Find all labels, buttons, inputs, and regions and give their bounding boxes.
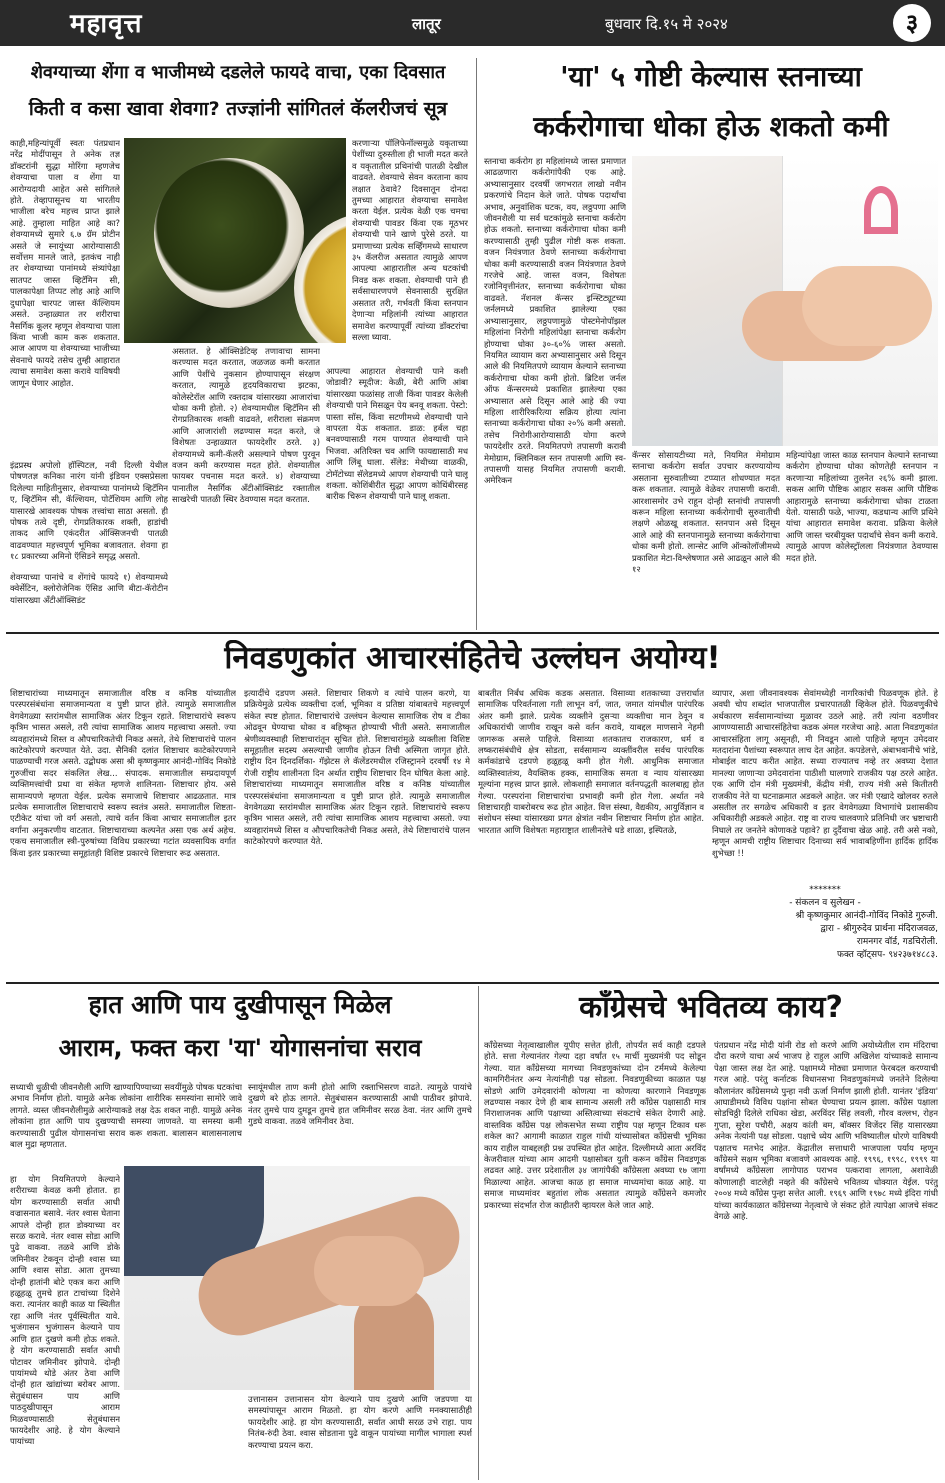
credit-stars: *******: [809, 885, 841, 895]
yoga-col2: उत्तानासन उत्तानासन योग केल्याने पाय दुखणे आणि जडपणा या समस्यांपासून आराम मिळतो. हा योग करणे आणि मनक्यासाठीही फायदेशीर आहे. हा योग करण्यासाठी, सर्वात आधी सरळ उभे राहा. पाय नितंब-रुंदी ठेवा. श्वास सोडताना पुढे वाकून पायांच्या मागील भागाला स्पर्श करण्याचा प्रयत्न करा.: [248, 1394, 472, 1450]
moringa-leaves-plate-icon: [154, 158, 304, 308]
congress-col2: पंतप्रधान नरेंद्र मोदी यांनी रोड शो करणे आणि अयोध्येतील राम मंदिराचा दौरा करणे याचा अर्थ भाजप हे राहुल आणि अखिलेश यांच्याकडे सामान्य पेक्षा जास्त लक्ष देत आहे. पक्षामध्ये मोठ्या प्रमाणात फेरबदल करण्याची गरज आहे. परंतु कर्नाटक विधानसभा निवडणुकांमध्ये जनतेने दिलेल्या कौलानंतर कॉंग्रेसमध्ये पुन्हा नवी ऊर्जा निर्माण झाली होती. यानंतर 'इंडिया' आघाडीमध्ये विविध पक्षांना सोबत घेण्याचा प्रयत्न झाला. कॉंग्रेस पक्षाला सोडचिठ्ठी दिलेले राधिका खेडा, अरविंदर सिंह लवली, गौरव वल्लभ, रोहन गुप्ता, सुरेश पचौरी, अक्षय कांती बम, बॉक्सर विजेंदर सिंह यासारख्या अनेक नेत्यांनी पक्ष सोडला. पक्षाचे ध्येय आणि भविष्यातील धोरणे याविषयी पक्षातच मतभेद आहेत. केंद्रातील सत्ताधारी भाजपाला पर्याय म्हणून कॉंग्रेसने सक्षम भूमिका बजावणे आवश्यक आहे. १९९६, १९९८, १९९९ या वर्षांमध्ये कॉंग्रेसला लागोपाठ पराभव पत्करावा लागला, अशावेळी कोणालाही वाटलेही नव्हते की कॉंग्रेसचे भवितव्य धोक्यात येईल. परंतु २००४ मध्ये कॉंग्रेस पुन्हा सत्तेत आली. १९६९ आणि १९७८ मध्ये इंदिरा गांधी यांच्या कार्यकाळात कॉंग्रेसच्या नेतृत्वाचे जे संकट होते त्यापेक्षा आजचे संकट वेगळे आहे.: [714, 1040, 938, 1222]
election-headline: निवडणुकांत आचारसंहितेचे उल्लंघन अयोग्य!: [224, 640, 721, 676]
election-col4: व्यापार, अशा जीवनावश्यक सेवांमध्येही नागरिकांची पिळवणूक होते. हे अवघी चोप शब्दांत भाजपातील प्रचारपातळी व्हिकेल होते. पिळवणुकीचे अर्थकारण सर्वसामान्यांच्या मुळावर उठले आहे. तरी त्यांना वठणीवर आणण्यासाठी आचारसंहितेचा कडक अंमल गरजेचा आहे. आता निवडणुकांत आचारसंहिता लागू असूनही, मी निवडून आलो पाहिजे म्हणून उमेदवार मतदारांना पैशांच्या स्वरूपात लाच देत आहेत. कपडेलत्ते, अंबाभवानीचे भांडे, मोबाईल वाटप करीत आहेत. सध्या राज्यातच नव्हे तर अवघ्या देशात मानल्या जाणाऱ्या उमेदवारांना पाठीशी घालणारे राजकीय पक्ष ठरले आहेत. एक आणि दोन मंत्री मुख्यमंत्री, केंद्रीय मंत्री, राज्य मंत्री असे कितीतरी राजकीय नेते या घटनाक्रमात अडकले आहेत. जर मंत्री एखादे खोलवर रुतले असतील तर सगळेच अधिकारी व इतर वेगवेगळ्या विभागांचे प्रशासकीय अधिकारीही अडकले आहेत. राष्ट्र वा राज्य चालवणारे प्रतिनिधी जर भ्रष्टाचारी निघाले तर जनतेने कोणाकडे पहावे? हा दुर्दैवाचा खेळ आहे. तरी असे नको, म्हणून आमची राष्ट्रीय शिष्टाचार दिनाच्या सर्व भावाबहिणींना हार्दिक हार्दिक शुभेच्छा !!: [712, 688, 938, 858]
election-credit: [712, 884, 938, 962]
brand-title: महावृत्त: [70, 9, 143, 39]
cancer-headline-line2: कर्करोगाचा धोका होऊ शकतो कमी: [533, 110, 889, 143]
yoga-photo: [124, 1166, 470, 1390]
credit-phone: फक्त व्हॉट्सप- ९४२३७१४८८३.: [837, 950, 938, 960]
cancer-photo: [632, 156, 938, 446]
pink-ribbon-icon: [864, 186, 898, 234]
moringa-headline-line2: किती व कसा खावा शेवगा? तज्ज्ञांनी सांगितलं कॅलरीजचं सूत्र: [28, 98, 448, 120]
election-col1: शिष्टाचारांच्या माध्यमातून समाजातील वरिष्ठ व कनिष्ठ यांच्यातील परस्परसंबंधांना समाजमान्यता व पुष्टी प्राप्त होते. त्यामुळे समाजातील वेगवेगळ्या स्तरांमधील सामाजिक अंतर टिकून रहाते. शिष्टाचारांचे स्वरूप कृत्रिम भासत असले, तरी त्यांचा सामाजिक आशय महत्त्वाचा असतो. ज्या व्यवहारांमध्ये शिस्त व औपचारिकतेची निकड असते, तेथे शिष्टाचारांचे पालन काटेकोरपणे करण्यात येते. उदा. सैनिकी दलांत शिष्टाचार काटेकोरपणाने पाळण्याची गरज असते. उद्बोधक असा श्री कृष्णकुमार आनंदी-गोविंद निकोडे गुरुजींचा सदर संकलित लेख... संपादक. समाजातील सम्प्रदायपूर्ण व्यक्तिमत्त्वांची प्रथा वा संकेत म्हणजे शालिनता- शिष्टाचार होय. असे सामान्यपणे म्हणता येईल. प्रत्येक समाजाचे शिष्टाचार आढळतात. मात्र प्रत्येक समाजातील शिष्टाचाराचे स्वरूप स्वतंत्र असते. समाजातील शिष्टता-एटीकेट यांचा जो वर्ग असतो, त्याचे वर्तन किंवा आचार समाजातील इतर वर्गांना अनुकरणीय वाटतात. शिष्टाचाराच्या कल्पनेत असा एक अर्थ अहेच. एकच समाजातील स्त्री-पुरुषांच्या विविध प्रकारच्या गटांत व्यवसायिक वर्गात किंवा इतर प्रकारच्या समूहांतही विशिष्ट प्रकारचे शिष्टाचार रूढ असतात.: [10, 688, 236, 858]
cancer-col1: स्तनाचा कर्करोग हा महिलांमध्ये जास्त प्रमाणात आढळणारा कर्करोगांपैकी एक आहे. अभ्यासानुसार दरवर्षी जगभरात लाखो नवीन प्रकरणांचे निदान केले जाते. पोषक पदार्थांचा अभाव, अनुवांशिक घटक, वय, लठ्ठपणा आणि जीवनशैली या सर्व घटकांमुळे स्तनाचा कर्करोग होऊ शकतो. स्तनाच्या कर्करोगाचा धोका कमी करण्यासाठी तुम्ही पुढील गोष्टी करू शकता. वजन नियंत्रणात ठेवणे स्तनाच्या कर्करोगाचा धोका कमी करण्यासाठी वजन नियंत्रणात ठेवणे गरजेचे आहे. जास्त वजन, विशेषतः रजोनिवृत्तीनंतर, स्तनाच्या कर्करोगाचा धोका वाढवते. नॅशनल कॅन्सर इन्स्टिट्यूटच्या जर्नलमध्ये प्रकाशित झालेल्या एका अभ्यासानुसार, लठ्ठपणामुळे पोस्टमेनोपॉझल महिलांना निरोगी महिलांपेक्षा स्तनाचा कर्करोग होण्याचा धोका ३०-६०% जास्त असतो. नियमित व्यायाम करा अभ्यासानुसार असे दिसून आले की नियमितपणे व्यायाम केल्याने स्तनाच्या कर्करोगाचा धोका कमी होतो. ब्रिटिश जर्नल ऑफ कॅन्सरमध्ये प्रकाशित झालेल्या एका अभ्यासात असे दिसून आले आहे की ज्या महिला शारीरिकरित्या सक्रिय होत्या त्यांना स्तनाच्या कर्करोगाचा धोका २०% कमी असतो. तसेच निरोगीआरोग्यासाठी योगा करणे फायदेशीर ठरते. नियमितपणे तपासणी करावी मेमोग्राम, क्लिनिकल स्तन तपासणी आणि स्व-तपासणी यासह नियमित तपासणी करावी. अमेरिकन: [484, 156, 626, 486]
yoga-intro: सध्याची धुळीची जीवनशैली आणि खाण्यापिण्याच्या सवयींमुळे पोषक घटकांचा अभाव निर्माण होतो. यामुळे अनेक लोकांना शारीरिक समस्यांना सामोरे जावे लागते. व्यस्त जीवनशैलीमुळे आरोग्याकडे लक्ष देऊ शकत नाही. यामुळे अनेक लोकांना हात आणि पाय दुखण्याची समस्या जाणवते. या समस्या कमी करण्यासाठी पुढील योगासनांचा सराव करू शकता. बालासन बालासनालाच बाल मुद्रा म्हणतात.: [10, 1082, 242, 1150]
doctor-hand-icon: [802, 266, 932, 346]
page-number: ३: [893, 4, 931, 42]
cancer-headline-line1: 'या' ५ गोष्टी केल्यास स्तनाच्या: [560, 60, 862, 93]
cancer-col3: महिन्यांपेक्षा जास्त काळ स्तनपान केल्याने स्तनाच्या कर्करोग होण्याचा धोका कोणतेही स्तनपान न करणाऱ्या महिलांच्या तुलनेत २६% कमी झाला. सकस आणि पौष्टिक आहार सकस आणि पौष्टिक आहारामुळे स्तनाच्या कर्करोगाचा धोका टाळता येतो. यासाठी फळे, भाज्या, कडधान्य आणि प्रथिने यांचा आहारात समावेश करावा. प्रक्रिया केलेले आणि जास्त चरबीयुक्त पदार्थांचे सेवन कमी करावे. त्यामुळे आपण कोलेस्ट्रॉलला नियंत्रणात ठेवण्यास मदत होते.: [786, 450, 938, 563]
hand-on-knee-icon: [314, 1236, 424, 1306]
election-col2: इत्यादींचे दडपण असते. शिष्टाचार शिकणे व त्यांचे पालन करणे, या प्रक्रियेमुळे प्रत्येक व्यक्तीचा दर्जा, भूमिका व प्रतिष्ठा यांबाबतचे महत्त्वपूर्ण संकेत स्पष्ट होतात. शिष्टाचारांचे उल्लंघन केल्यास सामाजिक रोष व टीका ओढवून घेण्याचा धोका व बहिष्कृत होण्याची भीती असते. समाजातील श्रेणीव्यवस्थाही शिष्टाचारांतून सूचित होते. शिष्टाचारांमुळे व्यक्तीला विशिष्ट समूहातील सदस्य असल्याची जाणीव होऊन तिची अस्मिता जागृत होते. राष्ट्रीय दिन दिनदर्शिका- गॅझेटस ले कॅलेंडरमधील रजिस्ट्रानने दरवर्षी १४ मे रोजी राष्ट्रीय शालीनता दिन अर्थात राष्ट्रीय शिष्टाचार दिन घोषित केला आहे. शिष्टाचारांच्या माध्यमातून समाजातील वरिष्ठ व कनिष्ठ यांच्यातील परस्परसंबंधांना समाजमान्यता व पुष्टी प्राप्त होते. त्यामुळे समाजातील वेगवेगळ्या स्तरांमधील सामाजिक अंतर टिकून रहाते. शिष्टाचारांचे स्वरूप कृत्रिम भासत असले, तरी त्यांचा सामाजिक आशय महत्त्वाचा असतो. ज्या व्यवहारांमध्ये शिस्त व औपचारिकतेची निकड असते, तेथे शिष्टाचारांचे पालन काटेकोरपणे करण्यात येते.: [244, 688, 470, 847]
moringa-col1-bottom: शेवग्याच्या पानांचे व शेंगांचे फायदे १) शेवग्यामध्ये क्वेर्सेटिन, क्लोरोजेनिक ऍसिड आणि बीटा-कॅरोटीन यांसारख्या अँटीऑक्सिडंट: [10, 572, 168, 605]
issue-date: बुधवार दि.१५ मे २०२४: [605, 15, 728, 33]
yoga-headline-line1: हात आणि पाय दुखीपासून मिळेल: [88, 990, 392, 1019]
section-divider: [6, 982, 939, 984]
credit-address-2: रामनगर वॉर्ड, गडचिरोली.: [856, 937, 938, 947]
section-divider: [6, 632, 939, 634]
credit-name: श्री कृष्णकुमार आनंदी-गोविंद निकोडे गुरुजी.: [795, 911, 938, 921]
moringa-col2: असतात. हे ऑक्सिडेटिव्ह तणावाचा सामना करण्यास मदत करतात, जळजळ कमी करतात आणि पेशींचे नुकसान होण्यापासून संरक्षण करतात, त्यामुळे हृदयविकाराचा झटका, कोलेस्टेरॉल आणि रक्तदाब यांसारख्या आजारांचा धोका कमी होतो. २) शेवग्यामधील व्हिटॅमिन सी रोगप्रतिकारक शक्ती वाढवते, शरीराला संक्रमण आणि आजारांशी लढण्यास मदत करते, जे विशेषतः उन्हाळ्यात फायदेशीर ठरते. ३) शेवग्यामध्ये कमी-कॅलरी असल्याने पोषण पुरवून वजन कमी करण्यास मदत होते. शेवग्यातील फायबर पचनास मदत करते. ४) शेवग्याच्या पानातील नैसर्गिक अँटीऑक्सिडंट रक्तातील साखरेची पातळी स्थिर ठेवण्यास मदत करतात.: [172, 346, 320, 505]
election-col3: बाबतीत निर्बंध अधिक कडक असतात. विसाव्या शतकाच्या उत्तरार्धात सामाजिक परिवर्तनाला गती लाभून वर्ग, जात, जमात यांमधील पारंपरिक अंतर कमी झाले. प्रत्येक व्यक्तीने दुसऱ्या व्यक्तीचा मान ठेवून व अधिकारांची जाणीव राखून कसे वर्तन करावे, याबद्दल माणसाने नेहमी जागरूक असले पाहिजे. विसाव्या शतकातच राजकारण, धर्म व लष्करासंबंधीचे क्षेत्र सोडता, सर्वसामान्य व्यक्तींवरील सर्वच पारंपरिक कर्मकांडाचे दडपणे हळूहळू कमी होत गेली. आधुनिक समाजात व्यक्तिस्वातंत्र्य, वैयक्तिक हक्क, सामाजिक समता व न्याय यांसारख्या मूल्यांना महत्त्व प्राप्त झाले. लोकशाही समाजात वर्तनपद्धती कालबाह्य होत गेल्या. परस्परांना शिष्टाचारांचा प्रभावही कमी होत गेला. अर्थात नवे शिष्टाचारही याबरोबरच रूढ होत आहेत. वित्त संस्था, वैद्यकीय, आयुर्विज्ञान व संशोधन संस्था यांसारख्या प्रगत क्षेत्रांत नवीन शिष्टाचार निर्माण होत आहेत. भारतात आणि विशेषतः महाराष्ट्रात शालीनतेचे धडे शाळा, इस्पितळे,: [478, 688, 704, 835]
masthead: [0, 0, 945, 46]
yoga-intro-b: स्नायूंमधील ताण कमी होतो आणि रक्ताभिसरण वाढते. त्यामुळे पायांचे दुखणे बरे होऊ लागते. सेतुबंधासन करण्यासाठी आधी पाठीवर झोपावे. नंतर तुमचे पाय दुमडून तुमचे हात जमिनीवर सरळ ठेवा. नंतर आणि तुमचे गुडघे वाकवा. तळवे जमिनीवर ठेवा.: [248, 1082, 472, 1127]
cancer-col2: कॅन्सर सोसायटीच्या मते, नियमित मेमोग्राम स्तनाचा कर्करोग सर्वात उपचार करण्यायोग्य असताना सुरुवातीच्या टप्प्यात शोधण्यात मदत करू शकतात. त्यामुळे वेळेवर तपासणी करावी. आरशासमोर उभे राहून दोन्ही स्तनांची तपासणी करून महिला स्तनाच्या कर्करोगाची सुरुवातीची लक्षणे ओळखू शकतात. स्तनपान असे दिसून आले आहे की स्तनपानामुळे स्तनाच्या कर्करोगाचा धोका कमी होतो. लान्सेट आणि ऑन्कोलॉजीमध्ये प्रकाशित मेटा-विश्लेषणात असे आढळून आले की १२: [632, 450, 780, 575]
moringa-col4: आपल्या आहारात शेवग्याची पाने कशी जोडावी? स्मूदीज: केळी, बेरी आणि आंबा यांसारख्या फळांसह ताजी किंवा पावडर केलेली शेवग्याची पाने मिसळून पेय बनवू शकता. पेस्टो: पास्ता सॉस, किंवा सटणीमध्ये शेवग्याची पाने वापरता येऊ शकतात. डाळ: हर्बल चहा बनवण्यासाठी गरम पाण्यात शेवग्याची पाने भिजवा. अतिरिक्त चव आणि फायद्यासाठी मध आणि लिंबू घाला. सॅलेड: मेथीच्या वाळकी, टोमॅटोच्या सॅलेडमध्ये आपण शेवग्याची पाने घालू शकता. कोशिंबीरीत सुद्धा आपण कोथिंबीरसह बारीक चिरून शेवग्याची पाने घालू शकता.: [326, 366, 468, 502]
credit-label: - संकलन व सुलेखन -: [789, 898, 861, 908]
yoga-headline-line2: आराम, फक्त करा 'या' योगासनांचा सराव: [58, 1034, 422, 1062]
city-name: लातूर: [412, 15, 441, 33]
moringa-col3: करणाऱ्या पॉलिफेनॉल्समुळे यकृताच्या पेशींच्या दुरुस्तीला ही भाजी मदत करते व यकृतातील प्रथिनांची पातळी देखील वाढवते. शेवग्याचे सेवन करताना काय लक्षात ठेवावे? दिवसातून दोनदा तुमच्या आहारात शेवग्याचा समावेश करता येईल. प्रत्येक वेळी एक चमचा शेवग्याची पावडर किंवा एक मूठभर शेवग्याची पाने खाणे पुरेसे ठरते. या प्रमाणाच्या प्रत्येक सर्व्हिंगमध्ये साधारण ३५ कॅलरीज असतात त्यामुळे आपण आपल्या आहारातील अन्य घटकांची निवड करू शकता. शेवग्याची पाने ही सर्वसाधारणपणे सेवनासाठी सुरक्षित असतात तरी, गर्भवती किंवा स्तनपान देणाऱ्या महिलांनी त्यांच्या आहारात समावेश करण्यापूर्वी त्यांच्या डॉक्टरांचा सल्ला घ्यावा.: [352, 138, 468, 342]
congress-col1: कॉंग्रेसच्या नेतृत्वाखालील यूपीए सत्तेत होती, तोपर्यंत सर्व काही दडपले होते. सत्ता गेल्यानंतर गेल्या दहा वर्षांत १५ मार्ची मुख्यमंत्री पद सोडून गेल्या. यात कॉंग्रेसच्या मागच्या निवडणुकांच्या दोन टर्ममध्ये केलेल्या कामगिरीनंतर अन्य नेत्यांनीही पक्ष सोडला. निवडणुकीच्या काळात पक्ष सोडणे आणि उमेदवारांनी कोणत्या ना कोणत्या कारणाने निवडणूक लढण्यास नकार देणे ही बाब सामान्य असली तरी कॉंग्रेस पक्षासाठी मात्र निराशाजनक आणि पक्षाच्या अस्तित्वाच्या संकटाचे संकेत देणारी आहे. वास्तविक कॉंग्रेस पक्ष लोकसभेत सध्या राष्ट्रीय पक्ष म्हणून टिकाव धरू शकेल का? आगामी काळात राहुल गांधी यांच्यासोबत कॉंग्रेसची भूमिका काय राहील याबद्दलही प्रश्न उपस्थित होत आहेत. दिल्लीमध्ये आता अरविंद केजरीवाल यांच्या आम आदमी पक्षासोबत युती करून कॉंग्रेस निवडणूक लढवत आहे. उत्तर प्रदेशातील ३४ जागांपैकी कॉंग्रेसला अवघ्या १७ जागा मिळाल्या आहेत. आजचा काळ हा समाज माध्यमांचा काळ आहे. या समाज माध्यमांवर बहुतांश लोक असतात त्यामुळे कॉंग्रेसने कमजोर प्रकारच्या संदर्भात रोज काहीतरी व्हायरल केले जात आहे.: [484, 1040, 706, 1210]
moringa-headline-line1: शेवग्याच्या शेंगा व भाजीमध्ये दडलेले फायदे वाचा, एका दिवसात: [30, 62, 446, 83]
column-divider: [476, 58, 477, 630]
credit-address-1: द्वारा - श्रीगुरुदेव प्रार्थना मंदिराजवळ,: [820, 924, 938, 934]
yoga-col1: हा योग नियमितपणे केल्याने शरीराच्या केवळ कमी होतात. हा योग करण्यासाठी सर्वात आधी वज्रासनात बसावे. नंतर श्वास घेताना आपले दोन्ही हात डोक्याच्या वर सरळ करावे. नंतर श्वास सोडा आणि पुढे वाकवा. तळवे आणि डोके जमिनीवर टेकवून दोन्ही श्वास घ्या आणि श्वास सोडा. आता तुमच्या दोन्ही हातांनी बोटे एकत्र करा आणि हळूहळू तुमचे हात टाचांच्या दिशेने करा. त्यानंतर काही काळ या स्थितीत रहा आणि नंतर पूर्वस्थितीत यावे. भुजंगासन भुजंगासन केल्याने पाय आणि हात दुखणे कमी होऊ शकते. हे योग करण्यासाठी सर्वात आधी पोटावर जमिनीवर झोपावे. दोन्ही पायांमध्ये थोडे अंतर ठेवा आणि दोन्ही हात खांद्यांच्या बरोबर आणा. सेतुबंधासन पाय आणि पाठदुखीपासून आराम मिळवण्यासाठी सेतुबंधासन फायदेशीर आहे. हे योग केल्याने पायांच्या: [10, 1174, 120, 1447]
congress-headline: कॉंग्रेसचे भवितव्य काय?: [579, 990, 843, 1025]
moringa-col1-top: काही,महिन्यांपूर्वी स्वतः पंतप्रधान नरेंद्र मोदींपासून ते अनेक तज्ञ डॉक्टरांनी सुद्धा मोरिंगा म्हणजेच शेवग्याचा पाला व शेंगा या आरोग्यदायी आहेत असे सांगितले होते. तेव्हापासूनच या भारतीय भाजीला बरेच महत्त्व प्राप्त झाले आहे. तुम्हाला माहित आहे का? शेवग्यामध्ये सुमारे ६.७ ग्रॅम प्रोटीन असते जे स्नायूंच्या आरोग्यासाठी सर्वोत्तम मानले जाते, इतकंच नाही तर शेवग्याच्या पानांमध्ये संत्र्यांपेक्षा सातपट जास्त व्हिटॅमिन सी, पालकापेक्षा तिप्पट लोह आहे आणि दुधापेक्षा चारपट जास्त कॅल्शियम असते. उन्हाळ्यात तर शरीराचा नैसर्गिक कूलर म्हणून शेवग्याचा पाला किंवा भाजी काम करू शकतात. आज आपण या शेवग्याच्या भाजीच्या सेवनाचे फायदे तसेच तुम्ही आहारात त्याचा समावेश कसा करावे याविषयी जाणून घेणार आहोत.: [10, 138, 120, 388]
moringa-photo: [124, 138, 346, 343]
column-divider: [478, 986, 479, 1480]
moringa-col1-mid: इंद्रप्रस्थ अपोलो हॉस्पिटल, नवी दिल्ली येथील पोषणतज्ञ कनिका नारंग यांनी इंडियन एक्सप्रेसला दिलेल्या माहितीनुसार, शेवग्याच्या पानांमध्ये व्हिटॅमिन ए, व्हिटॅमिन सी, कॅल्शियम, पोटॅशियम आणि लोह यासारखे आवश्यक पोषक तत्त्वांचा साठा असतो. ही पोषक तत्वे दृष्टी, रोगप्रतिकारक शक्ती, हाडांची ताकद आणि एकंदरीत ऑक्सिजनची पातळी वाढवण्यात महत्त्वपूर्ण भूमिका बजावतात. शेवगा हा १८ प्रकारच्या अमिनो ऍसिडने समृद्ध असतो.: [10, 460, 168, 562]
